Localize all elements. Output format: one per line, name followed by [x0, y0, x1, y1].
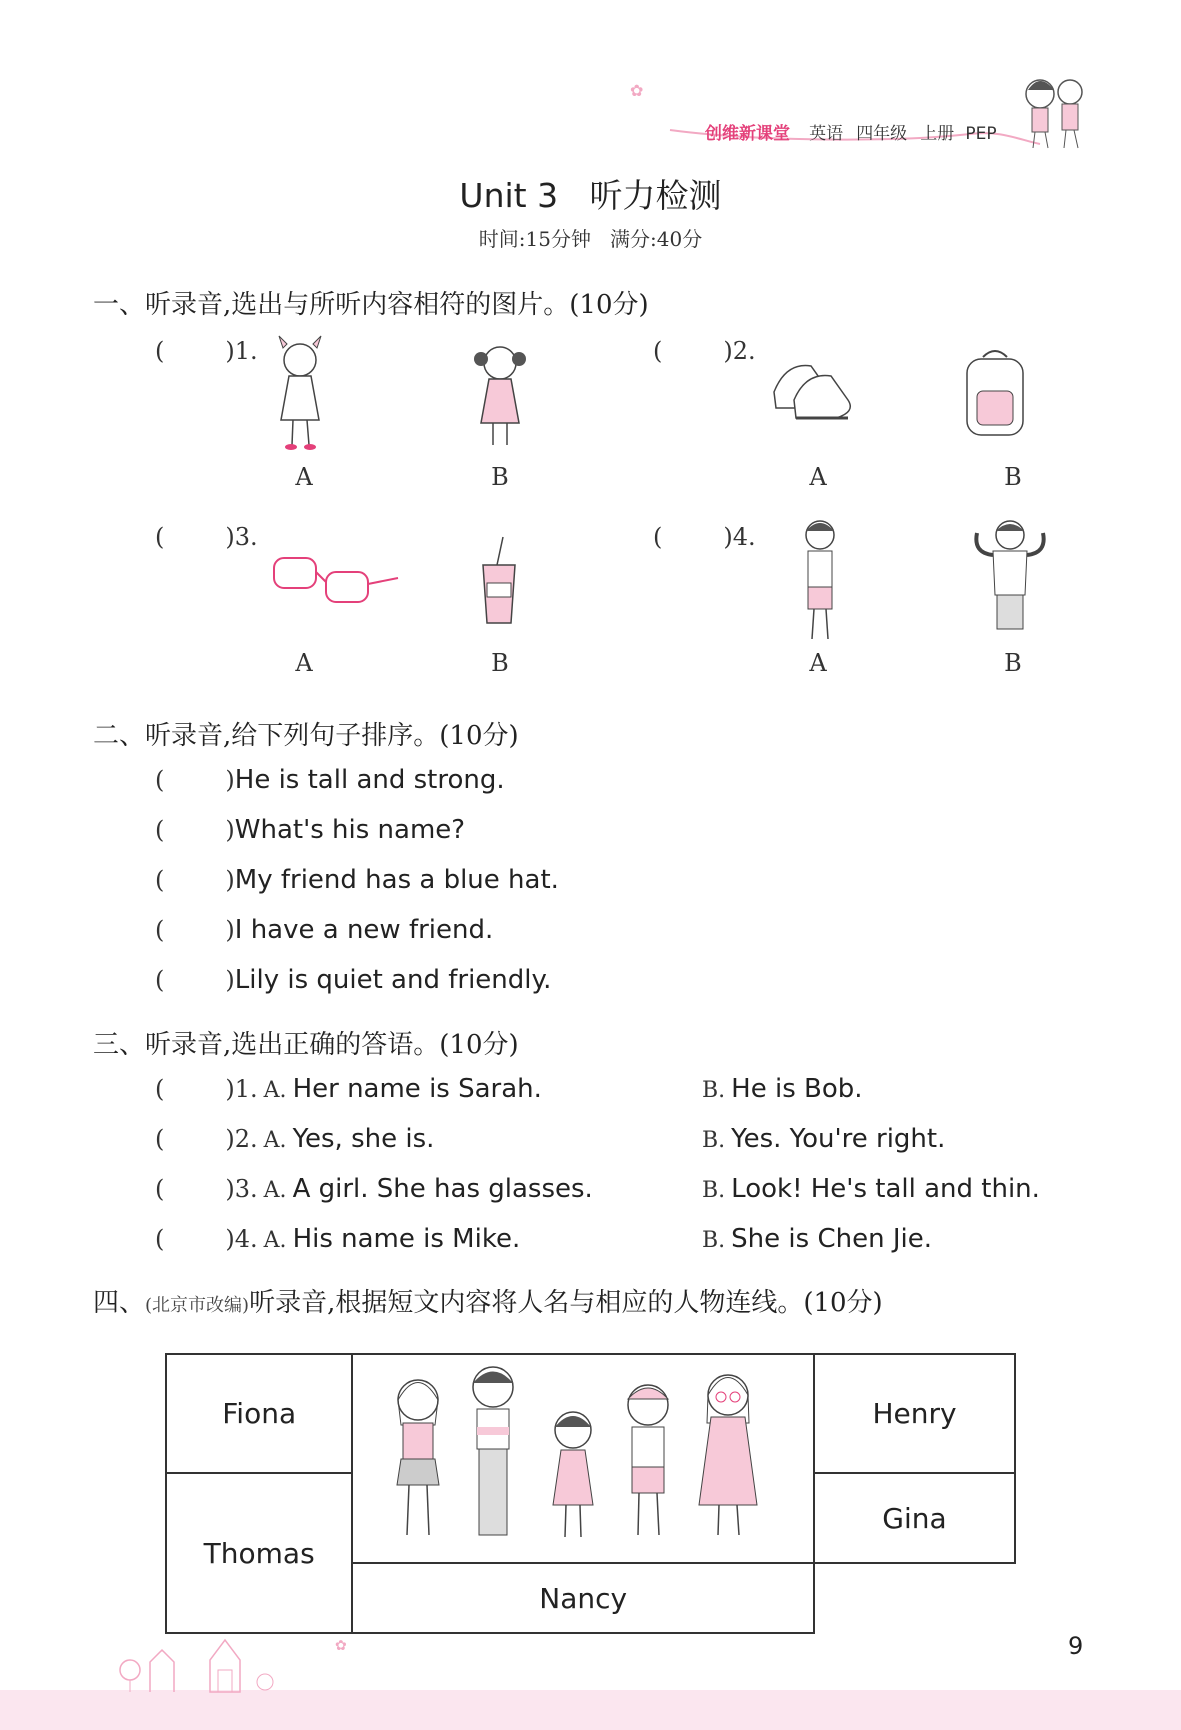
option-letter: A [295, 463, 313, 491]
s1-q4 [653, 523, 756, 551]
name-label: Fiona [222, 1397, 297, 1430]
option-letter: A [809, 463, 827, 491]
sentence-text: I have a new friend. [234, 915, 494, 945]
s3-option-b [702, 1224, 932, 1254]
question-number: 4. [732, 523, 756, 551]
town-decoration-icon [110, 1620, 370, 1695]
question-number: 3. [234, 523, 258, 551]
page-number: 9 [1068, 1632, 1084, 1660]
s3-item [155, 1074, 542, 1104]
option-a-text: Yes, she is. [292, 1124, 435, 1154]
question-number: 4. [234, 1225, 258, 1253]
answer-blank[interactable]: ( ) [653, 523, 733, 551]
answer-blank[interactable]: ( ) [155, 1075, 235, 1103]
girl-with-pigtails-icon [465, 335, 535, 455]
s2-item [155, 915, 493, 945]
s3-option-b [702, 1174, 1040, 1204]
sentence-text: My friend has a blue hat. [234, 865, 559, 895]
section4-text: 听录音,根据短文内容将人名与相应的人物连线。(10分) [249, 1288, 883, 1318]
question-number: 2. [234, 1125, 258, 1153]
option-b-label: B. [702, 1128, 726, 1153]
answer-blank[interactable]: ( ) [155, 816, 235, 844]
option-a-text: Her name is Sarah. [292, 1074, 542, 1104]
name-label: Gina [882, 1501, 947, 1535]
option-a-label: A. [263, 1128, 287, 1153]
option-b-label: B. [702, 1178, 726, 1203]
name-label: Thomas [203, 1536, 315, 1570]
option-letter: B [1004, 649, 1022, 677]
option-a-text: His name is Mike. [292, 1224, 521, 1254]
page-title: Unit 3 听力检测 [459, 176, 722, 215]
answer-blank[interactable]: ( ) [155, 966, 235, 994]
sentence-text: He is tall and strong. [234, 765, 505, 795]
option-b-text: She is Chen Jie. [731, 1224, 932, 1254]
option-b-label: B. [702, 1078, 726, 1103]
right-name-cell[interactable] [814, 1354, 1015, 1473]
girl-with-bow-icon [265, 330, 335, 455]
option-letter: B [1004, 463, 1022, 491]
matching-table [165, 1353, 1016, 1634]
section4-heading [93, 1282, 883, 1319]
option-b-text: He is Bob. [731, 1074, 863, 1104]
option-b-label: B. [702, 1228, 726, 1253]
backpack-icon [955, 345, 1035, 445]
answer-blank[interactable]: ( ) [155, 916, 235, 944]
header-term: 上册 [920, 124, 955, 144]
option-letter: B [491, 463, 509, 491]
option-a-label: A. [263, 1178, 287, 1203]
option-a-label: A. [263, 1228, 287, 1253]
option-b-text: Yes. You're right. [731, 1124, 946, 1154]
boy-strong-icon [965, 515, 1055, 645]
right-name-cell[interactable] [814, 1473, 1015, 1563]
left-name-cell[interactable] [166, 1473, 352, 1633]
glasses-icon [268, 548, 403, 613]
svg-text:✿: ✿ [630, 81, 644, 100]
s2-item [155, 965, 551, 995]
header-line [705, 119, 997, 144]
header-brand: 创维新课堂 [705, 124, 790, 144]
option-letter: A [295, 649, 313, 677]
svg-text:✿: ✿ [335, 1638, 347, 1654]
s3-item [155, 1224, 520, 1254]
drink-cup-icon [475, 535, 525, 625]
option-a-text: A girl. She has glasses. [292, 1174, 593, 1204]
question-number: 2. [732, 337, 756, 365]
answer-blank[interactable]: ( ) [155, 1125, 235, 1153]
sentence-text: Lily is quiet and friendly. [234, 965, 552, 995]
section4-source: (北京市改编) [145, 1295, 250, 1316]
header-subject: 英语 [809, 124, 844, 144]
section4-prefix: 四、 [93, 1288, 146, 1318]
s2-item [155, 765, 505, 795]
option-a-label: A. [263, 1078, 287, 1103]
s3-item [155, 1174, 593, 1204]
section3-heading: 三、听录音,选出正确的答语。(10分) [93, 1030, 519, 1060]
shoes-icon [766, 352, 866, 432]
five-children-illustration [373, 1355, 793, 1555]
s3-item [155, 1124, 434, 1154]
answer-blank[interactable]: ( ) [653, 337, 733, 365]
question-number: 1. [234, 1075, 258, 1103]
s2-item [155, 865, 559, 895]
s3-option-b [702, 1124, 945, 1154]
question-number: 1. [234, 337, 258, 365]
s1-q2 [653, 337, 756, 365]
answer-blank[interactable]: ( ) [155, 1175, 235, 1203]
people-illustration-cell [352, 1354, 814, 1563]
right-name-cell[interactable] [352, 1563, 814, 1633]
name-label: Nancy [539, 1581, 628, 1615]
answer-blank[interactable]: ( ) [155, 866, 235, 894]
s3-option-b [702, 1074, 863, 1104]
page-subtitle: 时间:15分钟 满分:40分 [478, 227, 703, 251]
option-letter: B [491, 649, 509, 677]
option-b-text: Look! He's tall and thin. [731, 1174, 1040, 1204]
s1-q3 [155, 523, 258, 551]
footer-band [0, 1690, 1181, 1730]
boy-short-icon [790, 515, 850, 645]
answer-blank[interactable]: ( ) [155, 523, 235, 551]
question-number: 3. [234, 1175, 258, 1203]
answer-blank[interactable]: ( ) [155, 766, 235, 794]
answer-blank[interactable]: ( ) [155, 337, 235, 365]
header-edition: PEP [965, 124, 997, 144]
sentence-text: What's his name? [234, 815, 466, 845]
option-letter: A [809, 649, 827, 677]
s2-item [155, 815, 465, 845]
section1-heading: 一、听录音,选出与所听内容相符的图片。(10分) [93, 290, 649, 320]
s1-q1 [155, 337, 258, 365]
answer-blank[interactable]: ( ) [155, 1225, 235, 1253]
left-name-cell[interactable] [166, 1354, 352, 1473]
section2-heading: 二、听录音,给下列句子排序。(10分) [93, 721, 519, 751]
name-label: Henry [872, 1397, 957, 1430]
header-grade: 四年级 [856, 124, 908, 144]
